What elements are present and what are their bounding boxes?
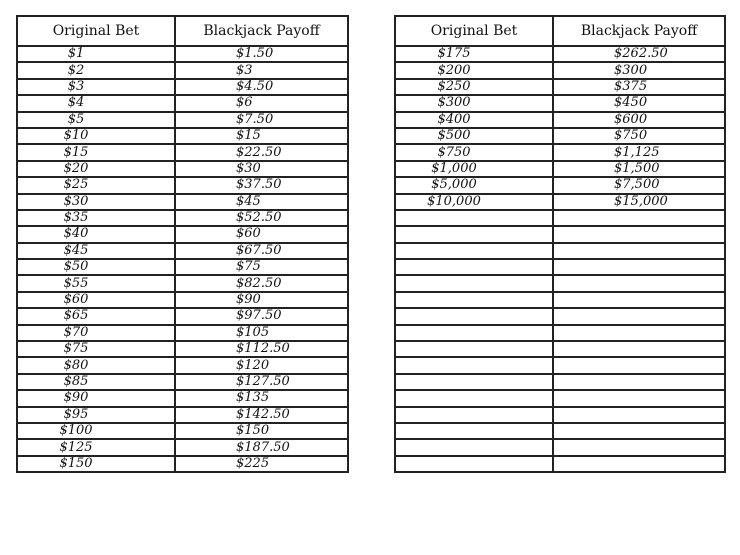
original-bet-cell: $50 — [17, 259, 175, 275]
table-row — [17, 292, 348, 308]
original-bet-cell: $90 — [17, 390, 175, 406]
original-bet-cell — [395, 357, 553, 373]
blackjack-payoff-cell: $7.50 — [175, 112, 348, 128]
blackjack-payoff-cell: $127.50 — [175, 374, 348, 390]
blackjack-payoff-cell: $600 — [553, 112, 725, 128]
table-row — [395, 210, 725, 226]
original-bet-cell: $5,000 — [395, 177, 553, 193]
table-row — [395, 194, 725, 210]
table-row — [17, 161, 348, 177]
original-bet-cell: $125 — [17, 439, 175, 455]
original-bet-cell: $15 — [17, 144, 175, 160]
original-bet-cell: $70 — [17, 325, 175, 341]
blackjack-payoff-cell: $1.50 — [175, 46, 348, 62]
original-bet-cell: $5 — [17, 112, 175, 128]
table-row — [395, 177, 725, 193]
table-row — [395, 62, 725, 78]
table-row — [17, 374, 348, 390]
original-bet-cell: $95 — [17, 407, 175, 423]
blackjack-payoff-cell — [553, 407, 725, 423]
blackjack-payoff-cell: $375 — [553, 79, 725, 95]
original-bet-cell — [395, 390, 553, 406]
blackjack-payoff-cell — [553, 292, 725, 308]
table-row — [395, 325, 725, 341]
table-row — [395, 226, 725, 242]
original-bet-cell — [395, 325, 553, 341]
table-row — [17, 210, 348, 226]
original-bet-cell — [395, 226, 553, 242]
header-original-bet: Original Bet — [17, 16, 175, 46]
blackjack-payoff-cell: $7,500 — [553, 177, 725, 193]
table-row — [395, 275, 725, 291]
blackjack-payoff-cell: $1,500 — [553, 161, 725, 177]
header-blackjack-payoff: Blackjack Payoff — [175, 16, 348, 46]
original-bet-cell: $500 — [395, 128, 553, 144]
blackjack-payoff-cell: $120 — [175, 357, 348, 373]
blackjack-payoff-cell: $262.50 — [553, 46, 725, 62]
header-row — [17, 16, 348, 46]
blackjack-payoff-cell: $60 — [175, 226, 348, 242]
blackjack-payoff-cell — [553, 456, 725, 472]
table-row — [17, 390, 348, 406]
table-row — [17, 341, 348, 357]
table-row — [395, 46, 725, 62]
blackjack-payoff-cell — [553, 341, 725, 357]
original-bet-cell — [395, 341, 553, 357]
original-bet-cell — [395, 292, 553, 308]
blackjack-payoff-cell: $750 — [553, 128, 725, 144]
blackjack-payoff-cell: $135 — [175, 390, 348, 406]
blackjack-payoff-cell: $15,000 — [553, 194, 725, 210]
table-row — [395, 439, 725, 455]
blackjack-payoff-cell — [553, 226, 725, 242]
blackjack-payoff-cell: $75 — [175, 259, 348, 275]
table-row — [17, 275, 348, 291]
table-row — [17, 46, 348, 62]
blackjack-payoff-cell — [553, 243, 725, 259]
original-bet-cell: $75 — [17, 341, 175, 357]
original-bet-cell: $4 — [17, 95, 175, 111]
original-bet-cell: $10,000 — [395, 194, 553, 210]
table-row — [395, 161, 725, 177]
table-row — [17, 112, 348, 128]
blackjack-payoff-cell — [553, 357, 725, 373]
table-row — [17, 62, 348, 78]
original-bet-cell — [395, 439, 553, 455]
table-row — [395, 341, 725, 357]
original-bet-cell — [395, 275, 553, 291]
table-row — [17, 95, 348, 111]
original-bet-cell — [395, 243, 553, 259]
blackjack-payoff-cell: $112.50 — [175, 341, 348, 357]
table-row — [17, 439, 348, 455]
original-bet-cell — [395, 374, 553, 390]
original-bet-cell: $250 — [395, 79, 553, 95]
blackjack-payoff-cell — [553, 439, 725, 455]
table-row — [17, 194, 348, 210]
header-blackjack-payoff: Blackjack Payoff — [553, 16, 725, 46]
blackjack-payoff-cell — [553, 259, 725, 275]
table-row — [395, 259, 725, 275]
table-row — [17, 456, 348, 472]
table-row — [395, 308, 725, 324]
table-row — [395, 423, 725, 439]
payoff-table-right — [394, 15, 726, 473]
blackjack-payoff-cell: $15 — [175, 128, 348, 144]
table-row — [17, 308, 348, 324]
blackjack-payoff-cell: $225 — [175, 456, 348, 472]
blackjack-payoff-cell — [553, 325, 725, 341]
original-bet-cell — [395, 210, 553, 226]
blackjack-payoff-cell: $45 — [175, 194, 348, 210]
table-row — [17, 226, 348, 242]
original-bet-cell — [395, 456, 553, 472]
blackjack-payoff-cell — [553, 308, 725, 324]
table-row — [17, 177, 348, 193]
original-bet-cell: $150 — [17, 456, 175, 472]
original-bet-cell — [395, 308, 553, 324]
table-row — [395, 357, 725, 373]
original-bet-cell: $65 — [17, 308, 175, 324]
blackjack-payoff-cell: $37.50 — [175, 177, 348, 193]
header-row — [395, 16, 725, 46]
blackjack-payoff-cell: $105 — [175, 325, 348, 341]
original-bet-cell — [395, 259, 553, 275]
original-bet-cell: $1 — [17, 46, 175, 62]
blackjack-payoff-cell — [553, 210, 725, 226]
blackjack-payoff-cell: $97.50 — [175, 308, 348, 324]
blackjack-payoff-cell — [553, 374, 725, 390]
blackjack-payoff-cell: $82.50 — [175, 275, 348, 291]
original-bet-cell: $2 — [17, 62, 175, 78]
table-row — [395, 292, 725, 308]
original-bet-cell: $30 — [17, 194, 175, 210]
table-row — [17, 325, 348, 341]
payoff-table-left — [16, 15, 349, 473]
table-row — [17, 259, 348, 275]
table-row — [17, 128, 348, 144]
blackjack-payoff-cell: $150 — [175, 423, 348, 439]
table-row — [17, 79, 348, 95]
blackjack-payoff-cell: $22.50 — [175, 144, 348, 160]
table-row — [17, 407, 348, 423]
original-bet-cell: $750 — [395, 144, 553, 160]
blackjack-payoff-cell: $67.50 — [175, 243, 348, 259]
original-bet-cell: $80 — [17, 357, 175, 373]
table-row — [395, 407, 725, 423]
table-row — [395, 390, 725, 406]
original-bet-cell: $400 — [395, 112, 553, 128]
original-bet-cell — [395, 423, 553, 439]
table-row — [395, 128, 725, 144]
original-bet-cell: $200 — [395, 62, 553, 78]
original-bet-cell: $100 — [17, 423, 175, 439]
table-row — [395, 374, 725, 390]
table-row — [395, 144, 725, 160]
original-bet-cell: $1,000 — [395, 161, 553, 177]
table-row — [395, 243, 725, 259]
original-bet-cell: $60 — [17, 292, 175, 308]
original-bet-cell: $45 — [17, 243, 175, 259]
blackjack-payoff-cell: $4.50 — [175, 79, 348, 95]
blackjack-payoff-cell: $6 — [175, 95, 348, 111]
original-bet-cell: $35 — [17, 210, 175, 226]
original-bet-cell: $20 — [17, 161, 175, 177]
table-row — [17, 423, 348, 439]
original-bet-cell — [395, 407, 553, 423]
original-bet-cell: $25 — [17, 177, 175, 193]
blackjack-payoff-cell: $90 — [175, 292, 348, 308]
table-row — [17, 144, 348, 160]
table-row — [395, 95, 725, 111]
blackjack-payoff-cell — [553, 390, 725, 406]
original-bet-cell: $3 — [17, 79, 175, 95]
table-row — [395, 79, 725, 95]
blackjack-payoff-cell — [553, 275, 725, 291]
blackjack-payoff-cell: $450 — [553, 95, 725, 111]
table-row — [395, 456, 725, 472]
blackjack-payoff-cell: $1,125 — [553, 144, 725, 160]
table-row — [17, 243, 348, 259]
blackjack-payoff-cell: $52.50 — [175, 210, 348, 226]
original-bet-cell: $300 — [395, 95, 553, 111]
original-bet-cell: $175 — [395, 46, 553, 62]
blackjack-payoff-cell: $300 — [553, 62, 725, 78]
table-row — [395, 112, 725, 128]
original-bet-cell: $85 — [17, 374, 175, 390]
header-original-bet: Original Bet — [395, 16, 553, 46]
blackjack-payoff-cell: $3 — [175, 62, 348, 78]
blackjack-payoff-cell: $187.50 — [175, 439, 348, 455]
table-row — [17, 357, 348, 373]
original-bet-cell: $40 — [17, 226, 175, 242]
original-bet-cell: $10 — [17, 128, 175, 144]
original-bet-cell: $55 — [17, 275, 175, 291]
blackjack-payoff-cell — [553, 423, 725, 439]
blackjack-payoff-cell: $142.50 — [175, 407, 348, 423]
blackjack-payoff-cell: $30 — [175, 161, 348, 177]
